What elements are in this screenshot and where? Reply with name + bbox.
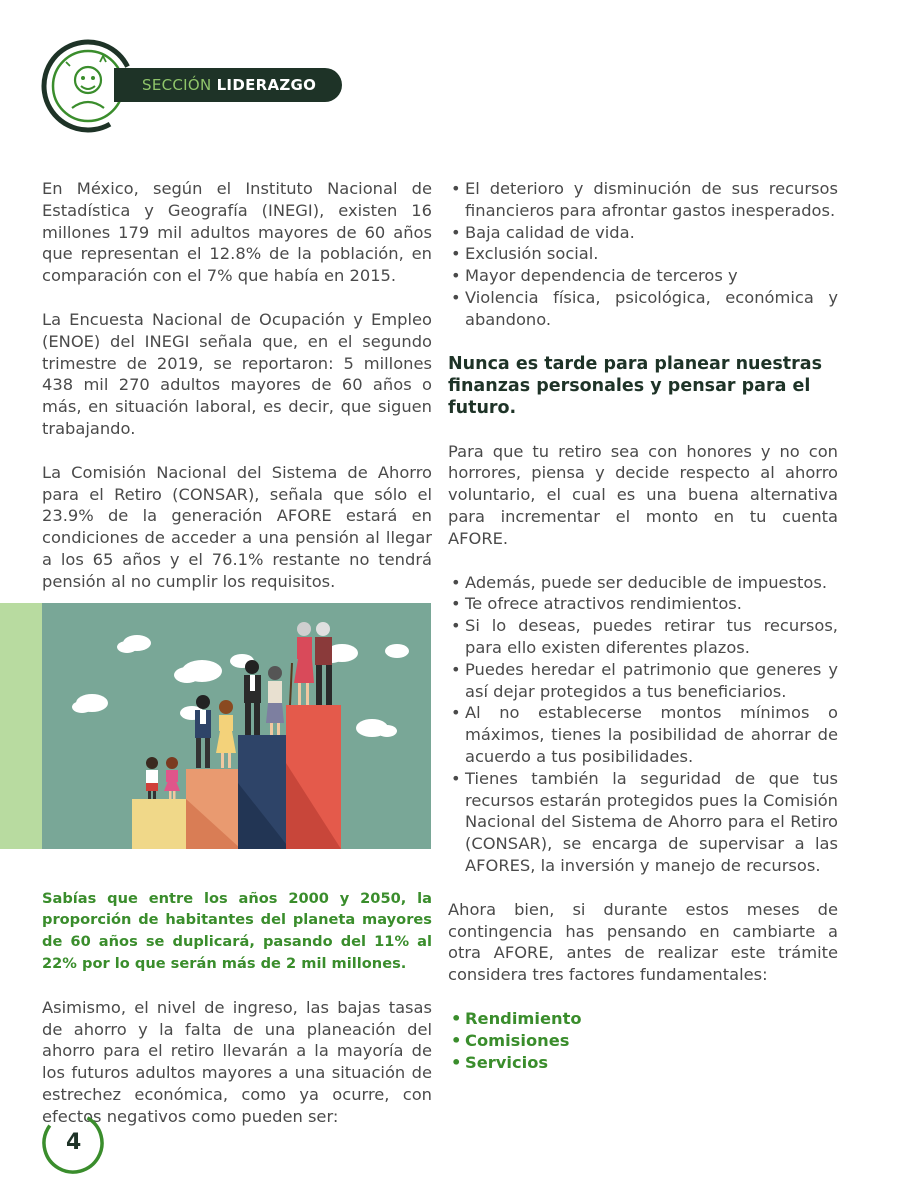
page-number-badge <box>40 1110 106 1176</box>
list-item: • Baja calidad de vida. <box>448 222 838 244</box>
list-item: • Mayor dependencia de terceros y <box>448 265 838 287</box>
list-item: • Tienes también la seguridad de que tus recursos estarán protegidos pues la Comisión Nacional del Sistema de Ahorro para el Retiro (CONSAR), se encarga de supervisar a las AFORES, la inversión y manejo de recursos. <box>448 768 838 877</box>
section-name: LIDERAZGO <box>216 76 317 94</box>
section-prefix: SECCIÓN <box>142 76 212 94</box>
section-heading: Nunca es tarde para planear nuestras finanzas personales y pensar para el futuro. <box>448 353 822 418</box>
factors-list <box>448 1008 838 1073</box>
section-header <box>40 38 350 138</box>
paragraph-negative-effects: Asimismo, el nivel de ingreso, las bajas tasas de ahorro y la falta de una planeación del ahorro para el retiro llevarán a la mayoría de los futuros adultos mayores a una situación de estrechez económica, como ya ocurre, con efectos negativos como pueden ser: <box>42 997 432 1126</box>
paragraph-enoe: La Encuesta Nacional de Ocupación y Empleo (ENOE) del INEGI señala que, en el segundo trimestre de 2019, se reportaron: 5 millones 438 mil 270 adultos mayores de 60 años o más, en situación laboral, es decir, que siguen trabajando. <box>42 309 432 438</box>
list-item: • Además, puede ser deducible de impuestos. <box>448 572 838 594</box>
list-item: • Puedes heredar el patrimonio que generes y así dejar protegidos a tus beneficiarios. <box>448 659 838 703</box>
factor-item: • Comisiones <box>448 1030 838 1052</box>
list-item: • Al no establecerse montos mínimos o máximos, tienes la posibilidad de ahorrar de acuerdo a tus posibilidades. <box>448 702 838 767</box>
paragraph-consar: La Comisión Nacional del Sistema de Ahorro para el Retiro (CONSAR), señala que sólo el 23.9% de la generación AFORE estará en condiciones de acceder a una pensión al llegar a los 65 años y el 76.1% restante no tendrá pensión al no cumplir los requisitos. <box>42 462 432 591</box>
paragraph-change-afore: Ahora bien, si durante estos meses de contingencia has pensando en cambiarte a otra AFORE, antes de realizar este trámite considera tres factores fundamentales: <box>448 899 838 985</box>
negative-effects-list <box>448 178 838 331</box>
aging-population-illustration <box>42 603 431 849</box>
list-item: • Exclusión social. <box>448 243 838 265</box>
factor-item: • Servicios <box>448 1052 838 1074</box>
page-number: 4 <box>66 1130 82 1155</box>
paragraph-inegi: En México, según el Instituto Nacional de Estadística y Geografía (INEGI), existen 16 millones 179 mil adultos mayores de 60 años que representan el 12.8% de la población, en comparación con el 7% que había en 2015. <box>42 179 432 286</box>
list-item: • Si lo deseas, puedes retirar tus recursos, para ello existen diferentes plazos. <box>448 615 838 659</box>
right-column <box>448 178 838 1073</box>
benefits-list <box>448 572 838 877</box>
section-label <box>114 68 342 102</box>
factor-item: • Rendimiento <box>448 1008 838 1030</box>
list-item: • Violencia física, psicológica, económica y abandono. <box>448 287 838 331</box>
fact-caption: Sabías que entre los años 2000 y 2050, la proporción de habitantes del planeta mayores de 60 años se duplicará, pasando del 11% al 22% por lo que serán más de 2 mil millones. <box>42 889 432 972</box>
accent-bar <box>0 603 42 849</box>
paragraph-voluntary-savings: Para que tu retiro sea con honores y no con horrores, piensa y decide respecto al ahorro voluntario, el cual es una buena alternativa para incrementar el monto en tu cuenta AFORE. <box>448 441 838 548</box>
list-item: • Te ofrece atractivos rendimientos. <box>448 593 838 615</box>
list-item: • El deterioro y disminución de sus recursos financieros para afrontar gastos inesperados. <box>448 178 838 222</box>
